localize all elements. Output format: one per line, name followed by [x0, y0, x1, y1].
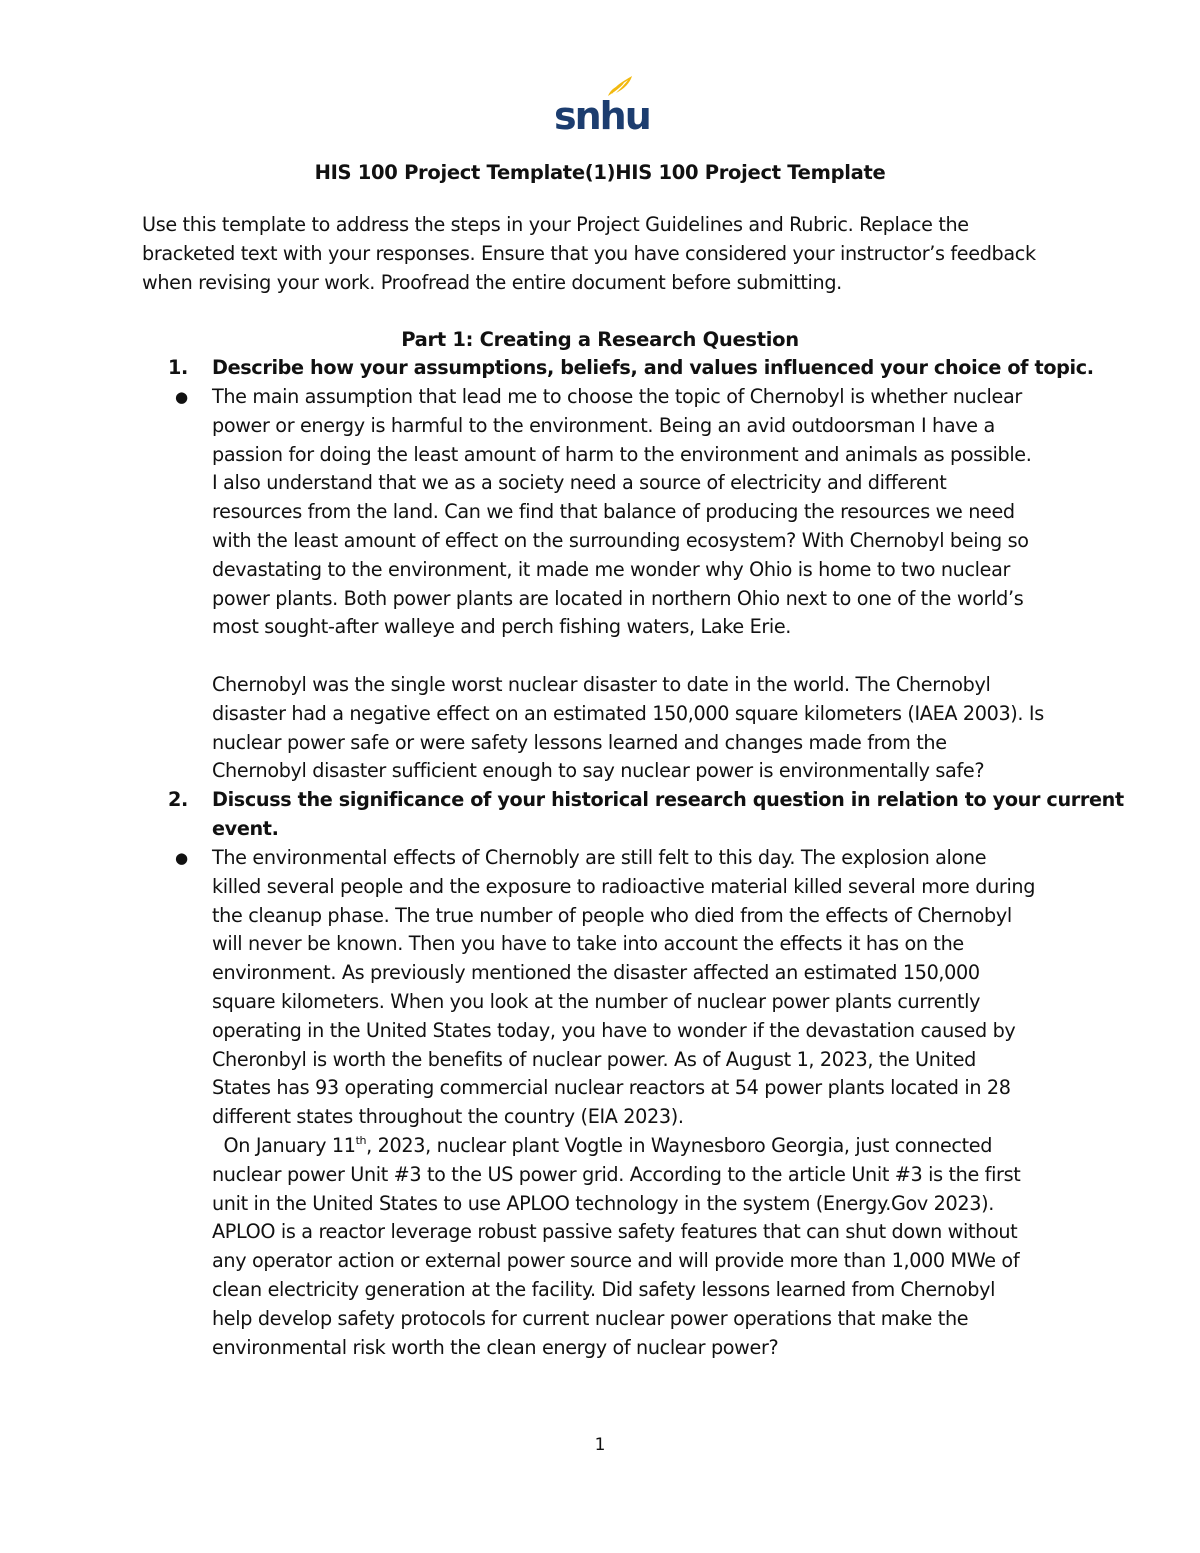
answer-2 — [142, 844, 1082, 1364]
answer-line: The environmental effects of Chernobly are still felt to this day. The explosion alone — [212, 846, 987, 869]
answer-line: power or energy is harmful to the environment. Being an avid outdoorsman I have a — [212, 413, 995, 437]
answer-line: passion for doing the least amount of harm to the environment and animals as possible. — [212, 442, 1032, 466]
document-title: HIS 100 Project Template(1)HIS 100 Project Template — [314, 161, 886, 184]
bullet-icon: ● — [175, 849, 188, 867]
answer-line: nuclear power Unit #3 to the US power grid. According to the article Unit #3 is the first — [212, 1162, 1021, 1186]
answer-line: with the least amount of effect on the surrounding ecosystem? With Chernobyl being so — [212, 528, 1029, 552]
question-line: Describe how your assumptions, beliefs, and values influenced your choice of topic. — [212, 356, 1094, 379]
answer-1 — [142, 383, 1082, 783]
answer-line: environment. As previously mentioned the disaster affected an estimated 150,000 — [212, 961, 980, 985]
question-text — [212, 786, 1124, 844]
answer-line: The main assumption that lead me to choose the topic of Chernobyl is whether nuclear — [212, 385, 1022, 408]
answer-line: resources from the land. Can we find that balance of producing the resources we need — [212, 500, 1015, 524]
answer-line-date — [212, 1132, 1082, 1161]
answer-line: square kilometers. When you look at the number of nuclear power plants currently — [212, 989, 981, 1013]
question-line: event. — [212, 816, 279, 840]
question-2 — [142, 786, 1124, 844]
date-suffix: , 2023, nuclear plant Vogtle in Waynesboro Georgia, just connected — [366, 1133, 993, 1157]
answer-line: operating in the United States today, you have to wonder if the devastation caused by — [212, 1018, 1016, 1042]
intro-line: bracketed text with your responses. Ensure that you have considered your instructor’s feedback — [142, 241, 1036, 265]
intro-paragraph — [142, 211, 1072, 297]
date-prefix: On January 11 — [223, 1133, 356, 1157]
answer-line: unit in the United States to use APLOO technology in the system (Energy.Gov 2023). — [212, 1191, 994, 1215]
answer-line: the cleanup phase. The true number of people who died from the effects of Chernobyl — [212, 903, 1012, 927]
answer-line: Cheronbyl is worth the benefits of nuclear power. As of August 1, 2023, the United — [212, 1047, 976, 1071]
answer-line: will never be known. Then you have to take into account the effects it has on the — [212, 932, 964, 956]
answer-line: disaster had a negative effect on an estimated 150,000 square kilometers (IAEA 2003). Is — [212, 701, 1044, 725]
question-text — [212, 354, 1094, 383]
answer-line: Chernobyl disaster sufficient enough to say nuclear power is environmentally safe? — [212, 759, 985, 783]
answer-line: any operator action or external power source and will provide more than 1,000 MWe of — [212, 1249, 1020, 1273]
answer-line: Chernobyl was the single worst nuclear disaster to date in the world. The Chernobyl — [212, 672, 991, 696]
part1-heading: Part 1: Creating a Research Question — [401, 328, 799, 351]
answer-text — [212, 844, 1082, 1362]
snhu-logo — [554, 74, 650, 138]
answer-text — [212, 383, 1082, 786]
bullet-icon: ● — [175, 388, 188, 406]
answer-line: killed several people and the exposure to radioactive material killed several more during — [212, 874, 1036, 898]
question-number: 1. — [168, 356, 188, 379]
question-number: 2. — [168, 788, 188, 811]
date-superscript: th — [355, 1133, 367, 1147]
answer-line: APLOO is a reactor leverage robust passive safety features that can shut down without — [212, 1220, 1018, 1244]
answer-line: devastating to the environment, it made me wonder why Ohio is home to two nuclear — [212, 557, 1011, 581]
answer-line: power plants. Both power plants are located in northern Ohio next to one of the world’s — [212, 586, 1024, 610]
intro-line: when revising your work. Proofread the entire document before submitting. — [142, 270, 842, 294]
page-number: 1 — [594, 1435, 606, 1455]
answer-line: nuclear power safe or were safety lessons learned and changes made from the — [212, 730, 947, 754]
answer-line: different states throughout the country (EIA 2023). — [212, 1105, 684, 1129]
logo-text: snhu — [554, 94, 650, 138]
blank-line — [212, 642, 1082, 671]
flame-icon — [554, 74, 650, 138]
answer-line: I also understand that we as a society need a source of electricity and different — [212, 471, 947, 495]
answer-line: most sought-after walleye and perch fishing waters, Lake Erie. — [212, 615, 792, 639]
answer-line: States has 93 operating commercial nuclear reactors at 54 power plants located in 28 — [212, 1076, 1011, 1100]
answer-line: environmental risk worth the clean energy of nuclear power? — [212, 1335, 779, 1359]
answer-line: help develop safety protocols for current nuclear power operations that make the — [212, 1306, 969, 1330]
question-1 — [142, 354, 1094, 384]
intro-line: Use this template to address the steps in your Project Guidelines and Rubric. Replace the — [142, 213, 969, 236]
answer-line: clean electricity generation at the facility. Did safety lessons learned from Chernobyl — [212, 1277, 996, 1301]
question-line: Discuss the significance of your historical research question in relation to your current — [212, 788, 1124, 811]
